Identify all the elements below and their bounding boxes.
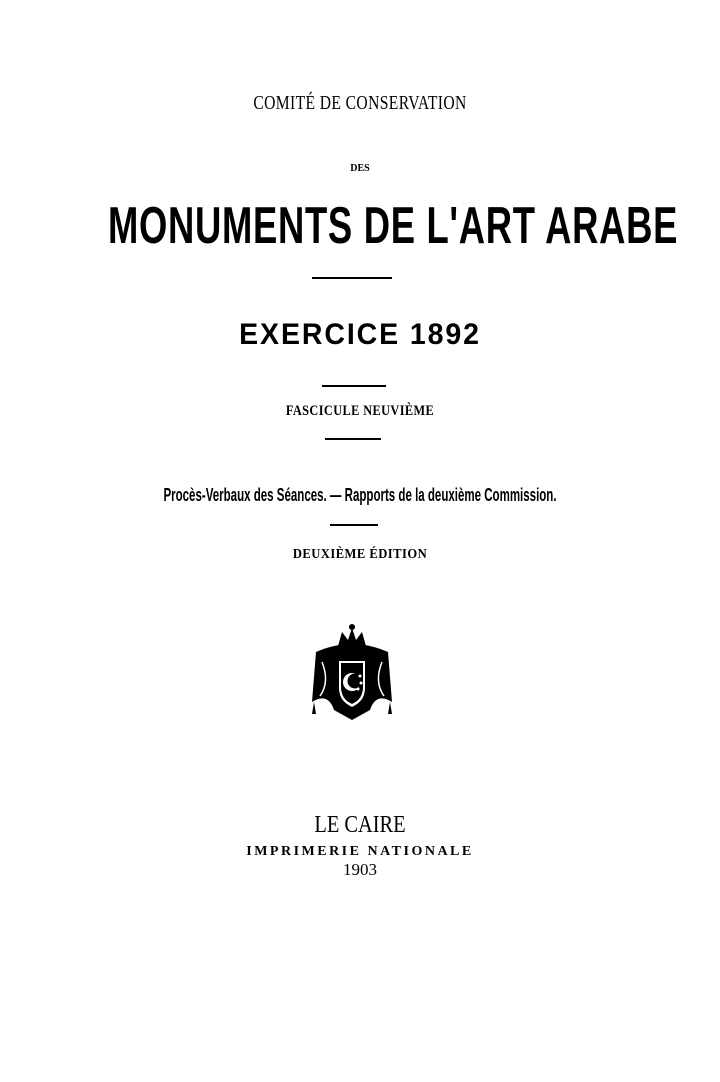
divider-rule [325, 438, 381, 440]
divider-rule [330, 524, 378, 526]
place-line: LE CAIRE [314, 812, 406, 838]
main-title: MONUMENTS DE L'ART ARABE [108, 197, 679, 255]
des-line: DES [350, 163, 370, 174]
committee-line: COMITÉ DE CONSERVATION [253, 92, 467, 114]
contents-line: Procès-Verbaux des Séances. — Rapports de la deuxième Commission. [163, 485, 557, 505]
divider-rule [312, 277, 392, 279]
divider-rule [322, 385, 386, 387]
printer-line: IMPRIMERIE NATIONALE [246, 844, 474, 859]
exercice-line: EXERCICE 1892 [239, 318, 481, 351]
year-line: 1903 [343, 860, 377, 879]
fascicule-line: FASCICULE NEUVIÈME [285, 403, 435, 419]
coat-of-arms-icon [306, 622, 398, 722]
edition-line: DEUXIÈME ÉDITION [292, 547, 428, 562]
